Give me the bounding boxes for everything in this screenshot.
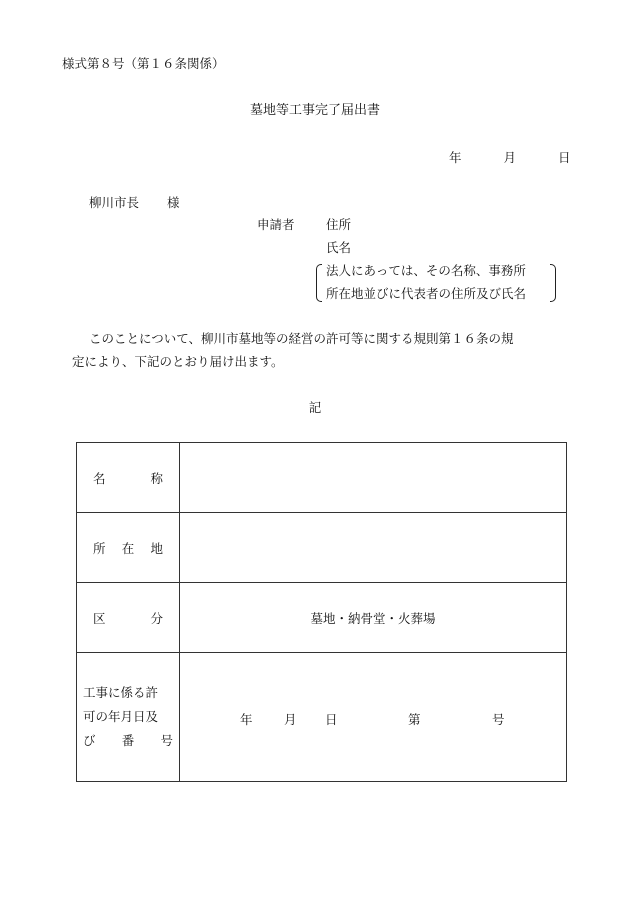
label-permit-line2: 可の年月日及 bbox=[83, 709, 159, 724]
label-category bbox=[77, 583, 180, 653]
label-name-b: 称 bbox=[150, 470, 163, 486]
label-permit-line3c: 号 bbox=[160, 733, 173, 748]
date-line bbox=[449, 152, 570, 165]
date-month: 月 bbox=[503, 150, 516, 165]
addressee bbox=[89, 197, 180, 210]
label-permit-line3b: 番 bbox=[121, 733, 135, 748]
permit-month: 月 bbox=[284, 712, 297, 727]
address-label: 住所 bbox=[326, 217, 352, 232]
permit-go: 号 bbox=[492, 712, 505, 727]
label-category-b: 分 bbox=[150, 610, 163, 626]
name-label: 氏名 bbox=[326, 240, 352, 255]
label-name bbox=[77, 443, 180, 513]
notification-table bbox=[76, 442, 567, 782]
label-location-b: 在 bbox=[121, 540, 135, 556]
addressee-name: 柳川市長 bbox=[89, 195, 140, 210]
value-permit[interactable] bbox=[180, 653, 567, 782]
body-text-line2: 定により、下記のとおり届け出ます。 bbox=[72, 354, 284, 369]
permit-day: 日 bbox=[325, 712, 338, 727]
right-bracket bbox=[550, 264, 556, 302]
corporate-note-line2: 所在地並びに代表者の住所及び氏名 bbox=[326, 286, 527, 301]
permit-year: 年 bbox=[240, 712, 253, 727]
left-bracket bbox=[316, 264, 322, 302]
table-row-category bbox=[77, 583, 567, 653]
date-year: 年 bbox=[449, 150, 462, 165]
corporate-note-line1: 法人にあっては、その名称、事務所 bbox=[326, 263, 526, 278]
label-location-a: 所 bbox=[93, 540, 106, 556]
body-text-line1: このことについて、柳川市墓地等の経営の許可等に関する規則第１６条の規 bbox=[89, 331, 514, 346]
document-title: 墓地等工事完了届出書 bbox=[249, 103, 380, 118]
permit-dai: 第 bbox=[408, 712, 421, 727]
label-category-a: 区 bbox=[93, 610, 106, 626]
table-row-location bbox=[77, 513, 567, 583]
date-day: 日 bbox=[557, 150, 571, 165]
table-row-name bbox=[77, 443, 567, 513]
addressee-honorific: 様 bbox=[167, 195, 180, 210]
label-location-c: 地 bbox=[150, 540, 163, 556]
label-permit bbox=[77, 653, 180, 782]
applicant-label: 申請者 bbox=[257, 217, 295, 232]
label-permit-line3a: び bbox=[83, 733, 96, 748]
table-row-permit bbox=[77, 653, 567, 782]
label-name-a: 名 bbox=[93, 470, 106, 486]
value-location[interactable] bbox=[180, 513, 567, 583]
ki-heading: 記 bbox=[308, 400, 322, 415]
form-number: 様式第８号（第１６条関係） bbox=[62, 56, 225, 71]
label-location bbox=[77, 513, 180, 583]
value-name[interactable] bbox=[180, 443, 567, 513]
value-category[interactable]: 墓地・納骨堂・火葬場 bbox=[180, 583, 567, 653]
label-permit-line1: 工事に係る許 bbox=[83, 685, 159, 700]
